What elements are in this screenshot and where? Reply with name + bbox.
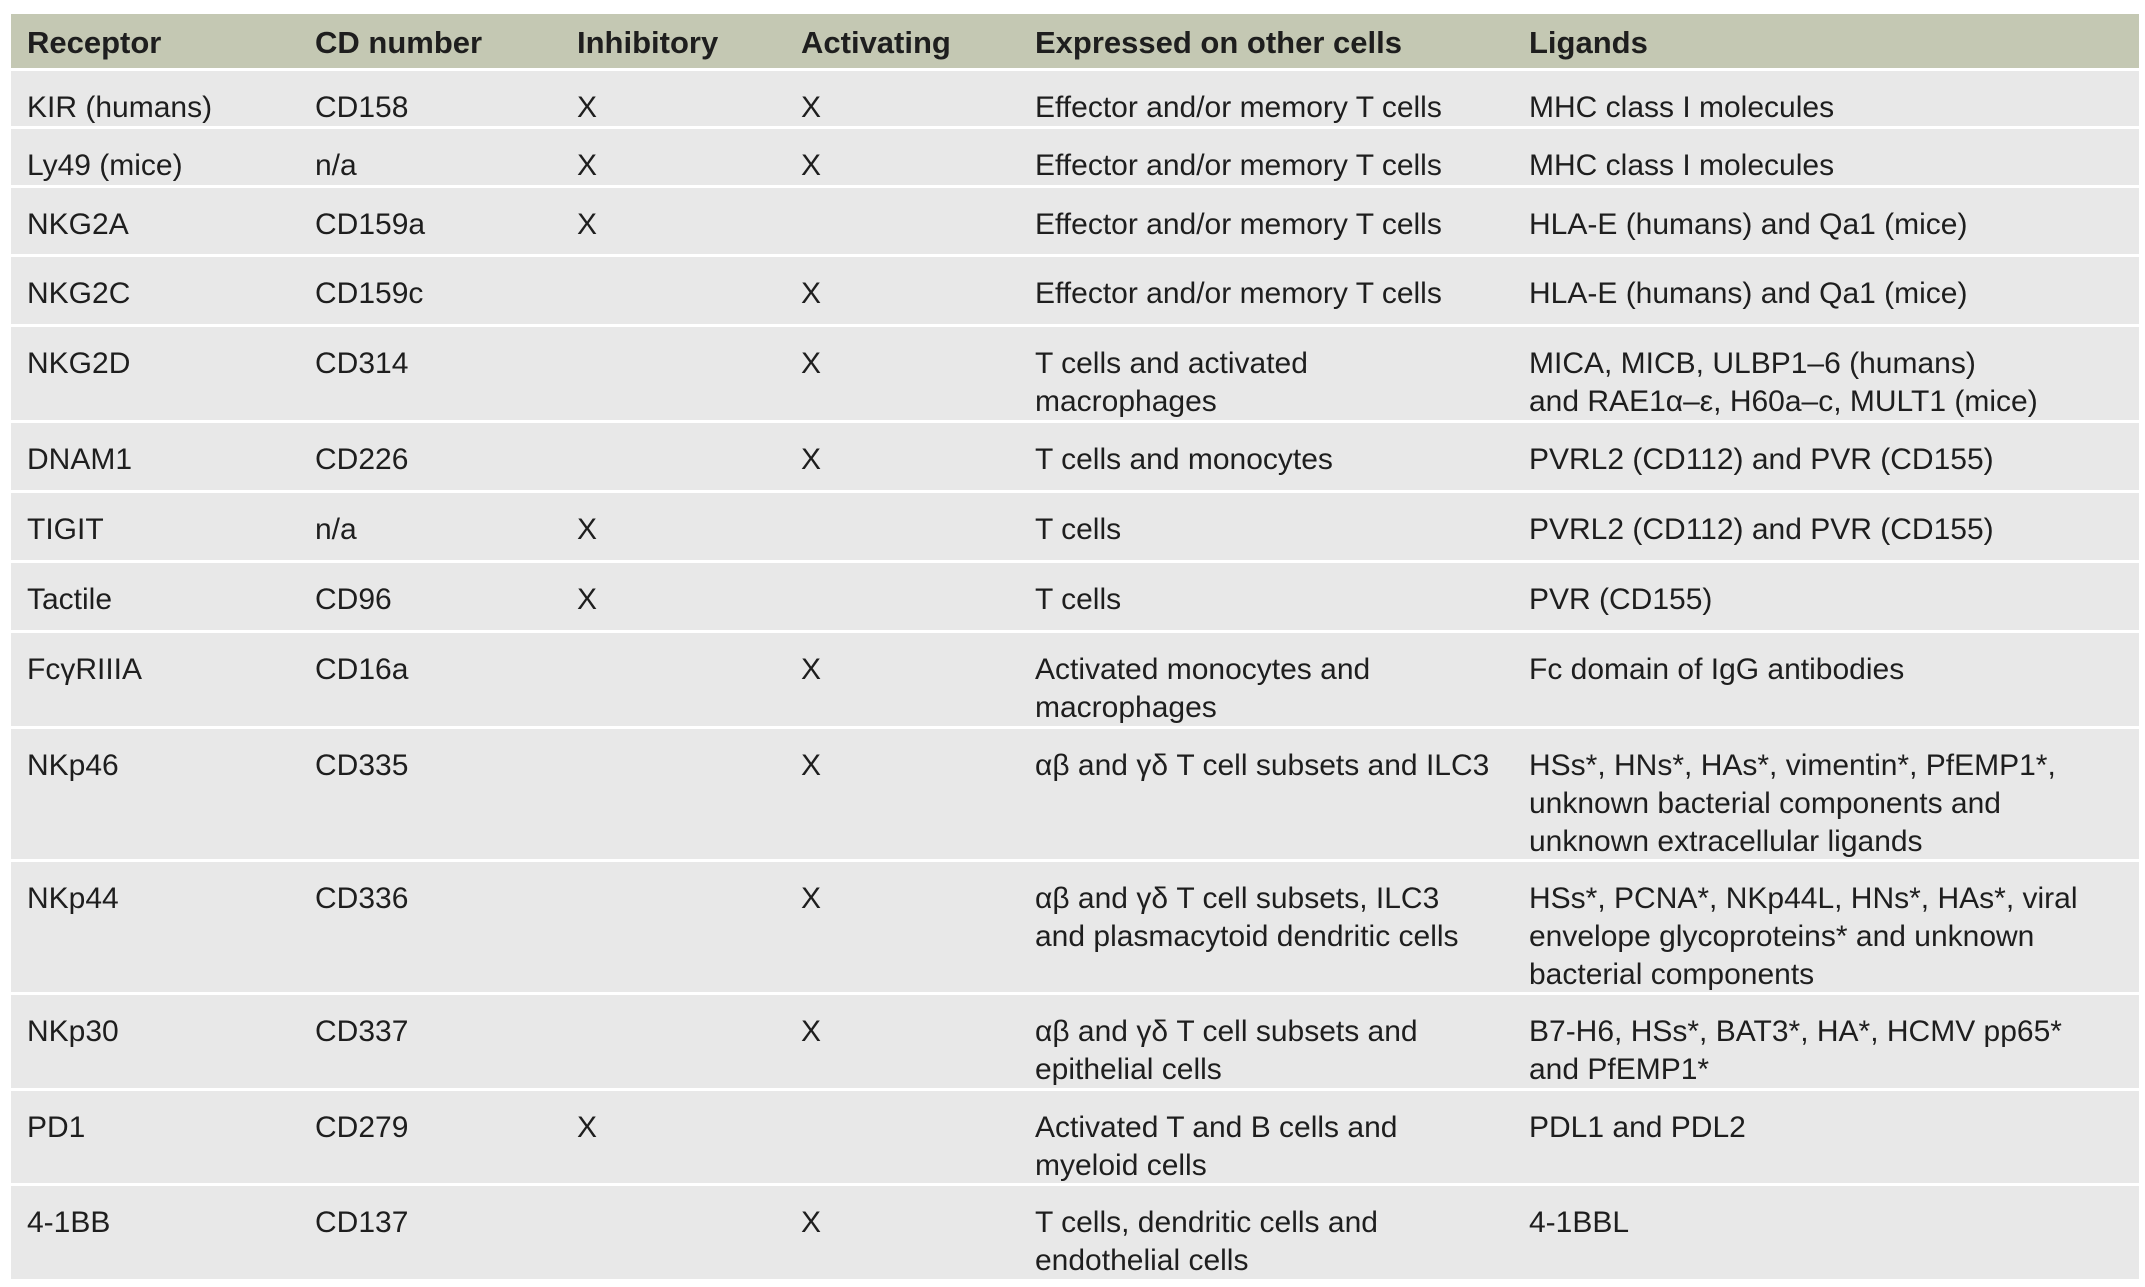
inhibitory-cell: X (577, 1111, 598, 1144)
receptor-cell: NKG2A (27, 208, 129, 241)
cd-number-cell: n/a (315, 149, 357, 182)
expressed-cell: T cells, dendritic cells and endothelial cells (1035, 1206, 1378, 1277)
header-expressed-on-other-cells: Expressed on other cells (1035, 25, 1402, 60)
activating-cell: X (801, 443, 822, 476)
table-row (11, 423, 2139, 493)
cd-number-cell: CD16a (315, 653, 409, 686)
inhibitory-cell (561, 862, 785, 992)
inhibitory-cell (561, 257, 785, 324)
expressed-cell: Activated T and B cells and myeloid cells (1035, 1111, 1398, 1182)
table-row (11, 257, 2139, 327)
receptor-cell: 4-1BB (27, 1206, 111, 1239)
ligands-cell: MHC class I molecules (1529, 91, 1835, 124)
receptor-cell: NKp44 (27, 882, 119, 915)
cd-number-cell: CD335 (315, 749, 409, 782)
table-row (11, 1186, 2139, 1282)
inhibitory-cell: X (577, 91, 598, 124)
activating-cell: X (801, 149, 822, 182)
expressed-cell: T cells (1035, 583, 1122, 616)
expressed-cell: T cells (1035, 513, 1122, 546)
table-header-row (11, 14, 2139, 71)
inhibitory-cell (561, 1186, 785, 1279)
activating-cell: X (801, 749, 822, 782)
header-receptor: Receptor (27, 25, 162, 60)
header-inhibitory: Inhibitory (577, 25, 719, 60)
activating-cell (785, 1091, 1019, 1183)
table-row (11, 862, 2139, 995)
receptor-cell: NKp46 (27, 749, 119, 782)
receptor-cell: Ly49 (mice) (27, 149, 183, 182)
ligands-cell: HSs*, HNs*, HAs*, vimentin*, PfEMP1*, unknown bacterial components and unknown extracellular ligands (1529, 749, 2056, 858)
table-row (11, 1091, 2139, 1186)
receptor-cell: Tactile (27, 583, 113, 616)
expressed-cell: T cells and monocytes (1035, 443, 1333, 476)
table-row (11, 188, 2139, 257)
inhibitory-cell (561, 327, 785, 420)
activating-cell: X (801, 277, 822, 310)
table-row (11, 71, 2139, 129)
cd-number-cell: CD159a (315, 208, 426, 241)
table-row (11, 563, 2139, 633)
table-row (11, 995, 2139, 1091)
table-row (11, 493, 2139, 563)
cd-number-cell: CD137 (315, 1206, 409, 1239)
inhibitory-cell (561, 423, 785, 490)
ligands-cell: MHC class I molecules (1529, 149, 1835, 182)
cd-number-cell: CD226 (315, 443, 409, 476)
inhibitory-cell: X (577, 149, 598, 182)
table-row (11, 129, 2139, 188)
activating-cell: X (801, 882, 822, 915)
expressed-cell: αβ and γδ T cell subsets, ILC3 and plasmacytoid dendritic cells (1035, 882, 1459, 953)
activating-cell (785, 563, 1019, 630)
table-row (11, 729, 2139, 862)
activating-cell: X (801, 91, 822, 124)
cd-number-cell: n/a (315, 513, 357, 546)
expressed-cell: αβ and γδ T cell subsets and epithelial cells (1035, 1015, 1418, 1086)
inhibitory-cell (561, 995, 785, 1088)
ligands-cell: Fc domain of IgG antibodies (1529, 653, 1905, 686)
ligands-cell: PVRL2 (CD112) and PVR (CD155) (1529, 513, 1994, 546)
ligands-cell: 4-1BBL (1529, 1206, 1630, 1239)
cd-number-cell: CD279 (315, 1111, 409, 1144)
inhibitory-cell: X (577, 583, 598, 616)
ligands-cell: MICA, MICB, ULBP1–6 (humans) and RAE1α–ε, H60a–c, MULT1 (mice) (1529, 347, 2038, 418)
cd-number-cell: CD337 (315, 1015, 409, 1048)
table-row (11, 327, 2139, 423)
cd-number-cell: CD159c (315, 277, 424, 310)
ligands-cell: HLA-E (humans) and Qa1 (mice) (1529, 208, 1968, 241)
cd-number-cell: CD314 (315, 347, 409, 380)
cd-number-cell: CD96 (315, 583, 392, 616)
table-row (11, 633, 2139, 729)
inhibitory-cell (561, 729, 785, 859)
ligands-cell: PVR (CD155) (1529, 583, 1713, 616)
cd-number-cell: CD336 (315, 882, 409, 915)
expressed-cell: αβ and γδ T cell subsets and ILC3 (1035, 749, 1490, 782)
activating-cell: X (801, 653, 822, 686)
ligands-cell: HLA-E (humans) and Qa1 (mice) (1529, 277, 1968, 310)
expressed-cell: Effector and/or memory T cells (1035, 91, 1442, 124)
activating-cell: X (801, 347, 822, 380)
ligands-cell: PVRL2 (CD112) and PVR (CD155) (1529, 443, 1994, 476)
receptor-cell: NKG2D (27, 347, 131, 380)
inhibitory-cell (561, 633, 785, 726)
expressed-cell: Effector and/or memory T cells (1035, 149, 1442, 182)
activating-cell (785, 493, 1019, 560)
expressed-cell: T cells and activated macrophages (1035, 347, 1308, 418)
inhibitory-cell: X (577, 208, 598, 241)
expressed-cell: Effector and/or memory T cells (1035, 277, 1442, 310)
receptor-cell: NKG2C (27, 277, 131, 310)
header-ligands: Ligands (1529, 25, 1648, 60)
receptor-cell: FcγRIIIA (27, 653, 143, 686)
activating-cell: X (801, 1206, 822, 1239)
activating-cell: X (801, 1015, 822, 1048)
header-activating: Activating (801, 25, 951, 60)
ligands-cell: B7-H6, HSs*, BAT3*, HA*, HCMV pp65* and PfEMP1* (1529, 1015, 2062, 1086)
receptor-cell: NKp30 (27, 1015, 119, 1048)
receptor-cell: DNAM1 (27, 443, 133, 476)
inhibitory-cell: X (577, 513, 598, 546)
receptor-cell: PD1 (27, 1111, 86, 1144)
activating-cell (785, 188, 1019, 254)
ligands-cell: HSs*, PCNA*, NKp44L, HNs*, HAs*, viral envelope glycoproteins* and unknown bacterial components (1529, 882, 2078, 991)
receptor-cell: KIR (humans) (27, 91, 213, 124)
ligands-cell: PDL1 and PDL2 (1529, 1111, 1746, 1144)
expressed-cell: Effector and/or memory T cells (1035, 208, 1442, 241)
receptor-table (11, 14, 2139, 1282)
cd-number-cell: CD158 (315, 91, 409, 124)
receptor-cell: TIGIT (27, 513, 104, 546)
expressed-cell: Activated monocytes and macrophages (1035, 653, 1371, 724)
header-cd-number: CD number (315, 25, 483, 60)
